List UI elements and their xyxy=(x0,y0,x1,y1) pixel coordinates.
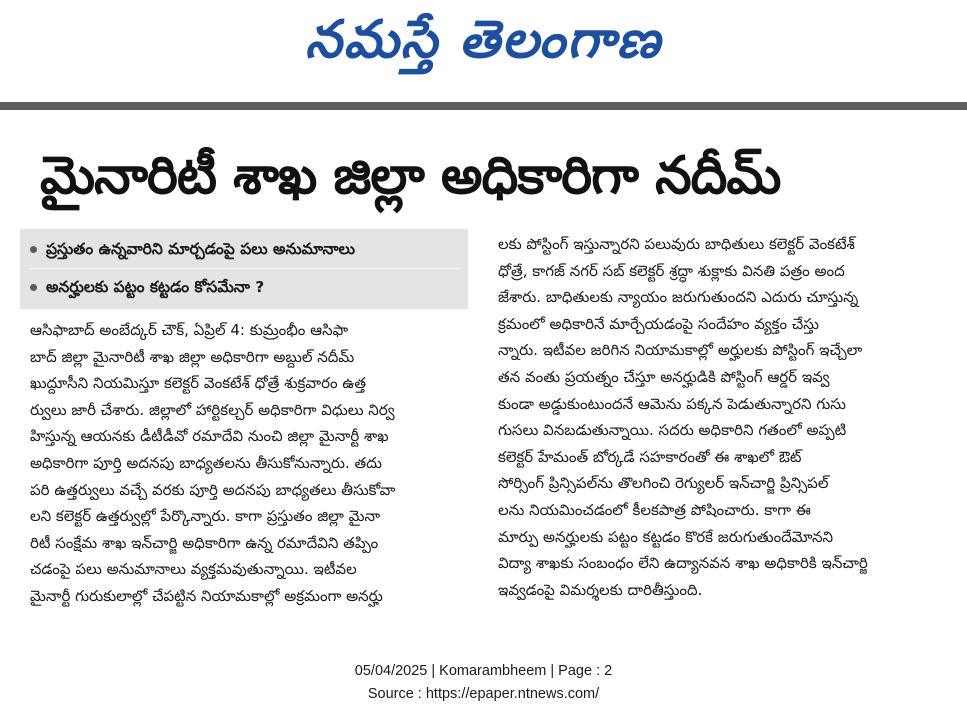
body-line: విద్యా శాఖకు సంబంధం లేని ఉద్యానవన శాఖ అధికారికి ఇన్‌చార్జి xyxy=(498,554,868,573)
body-line: అధికారిగా పూర్తి అదనపు బాధ్యతలను తీసుకోనున్నారు. తదు xyxy=(30,453,382,472)
body-line: ర్వులు జారీ చేశారు. జిల్లాలో హార్టికల్చర్ అధికారిగా విధులు నిర్వ xyxy=(30,400,395,419)
body-line: లని కలెక్టర్ ఉత్తర్వుల్లో పేర్కొన్నారు. కాగా ప్రస్తుతం జిల్లా మైనా xyxy=(30,507,381,526)
body-line: పరి ఉత్తర్వులు వచ్చే వరకు పూర్తి అదనపు బాధ్యతలు తీసుకోవా xyxy=(30,480,396,499)
body-line: కుండా అడ్డుకుంటుందనే ఆమెను పక్కన పెడుతున్నారని గుసు xyxy=(498,394,846,413)
masthead-divider xyxy=(0,102,967,110)
body-line: ఇవ్వడంపై విమర్శలకు దారితీస్తుంది. xyxy=(498,580,703,599)
highlights-box xyxy=(20,229,468,309)
body-line: చడంపై పలు అనుమానాలు వ్యక్తమవుతున్నాయి. ఇటీవల xyxy=(30,560,357,579)
body-line: హిస్తున్న ఆయనకు డీటీడీవో రమాదేవి నుంచి జిల్లా మైనార్టీ శాఖ xyxy=(30,427,389,446)
article-headline: మైనారిటీ శాఖ జిల్లా అధికారిగా నదీమ్ xyxy=(40,146,781,206)
masthead xyxy=(0,0,967,108)
body-line: మైనార్టీ గురుకులాల్లో చేపట్టిన నియామకాల్లో అక్రమంగా అనర్హు xyxy=(30,586,383,605)
body-line: జేశారు. బాధితులకు న్యాయం జరుగుతుందని ఎదురు చూస్తున్న xyxy=(498,288,859,307)
footer-date-edition: 05/04/2025 | Komarambheem | Page : 2 xyxy=(354,663,613,679)
body-line: ఖుద్దూసీని నియమిస్తూ కలెక్టర్ వెంకటేశ్ ధోత్రే శుక్రవారం ఉత్త xyxy=(30,374,367,393)
body-line: కలెక్టర్ హేమంత్ బోర్కడే సహకారంతో ఈ శాఖలో ఔట్ xyxy=(498,447,802,466)
article-body-left-column xyxy=(30,317,475,610)
bullet-icon xyxy=(30,284,37,291)
body-line: మార్పు అనర్హులకు పట్టం కట్టడం కొరకే జరుగుతుందేమోనని xyxy=(498,527,834,546)
highlight-item xyxy=(20,231,468,267)
body-line: లకు పోస్టింగ్ ఇస్తున్నారని పలువురు బాధితులు కలెక్టర్ వెంకటేశ్ xyxy=(498,235,855,253)
highlight-text: ప్రస్తుతం ఉన్నవారిని మార్చడంపై పలు అనుమానాలు xyxy=(46,240,355,258)
page-footer xyxy=(0,655,967,715)
highlight-text: అనర్హులకు పట్టం కట్టడం కోసమేనా ? xyxy=(46,278,265,296)
body-line: క్రమంలో అధికారినే మార్చేయడంపై సందేహం వ్యక్తం చేస్తు xyxy=(498,314,819,333)
body-line: లను నియమించడంలో కీలకపాత్ర పోషించారు. కాగా ఈ xyxy=(498,500,811,519)
body-line: గుసలు వినబడుతున్నాయి. సదరు అధికారిని గతంలో అప్పటి xyxy=(498,421,847,440)
body-line: తన వంతు ప్రయత్నం చేస్తూ అనర్హుడికి పోస్టింగ్ ఆర్డర్ ఇవ్వ xyxy=(498,367,830,386)
footer-source: Source : https://epaper.ntnews.com/ xyxy=(367,686,600,702)
newspaper-logo: నమస్తే తెలంగాణ xyxy=(305,10,662,70)
body-line: బాద్ జిల్లా మైనారిటీ శాఖ జిల్లా అధికారిగా అబ్దుల్ నదీమ్ xyxy=(30,347,355,366)
body-line: ధోత్రే, కాగజ్ నగర్ సబ్ కలెక్టర్ శ్రద్ధా శుక్లాకు వినతి పత్రం అంద xyxy=(498,261,845,280)
body-line: సోర్సింగ్ ప్రిన్సిపల్‌ను తొలగించి రెగ్యులర్ ఇన్‌చార్జి ప్రిన్సిపల్ xyxy=(498,474,829,493)
body-line: న్నారు. ఇటీవల జరిగిన నియామకాల్లో అర్హులకు పోస్టింగ్ ఇచ్చేలా xyxy=(498,341,863,360)
bullet-icon xyxy=(30,246,37,253)
article-body-right-column xyxy=(498,231,943,603)
body-line: రిటీ సంక్షేమ శాఖ ఇన్‌చార్జి అధికారిగా ఉన్న రమాదేవిని తప్పిం xyxy=(30,533,379,552)
body-line: ఆసిఫాబాద్ అంబేద్కర్ చౌక్, ఏప్రిల్ 4: కుమ్రంభీం ఆసిఫా xyxy=(30,321,349,339)
highlight-item xyxy=(20,269,468,305)
